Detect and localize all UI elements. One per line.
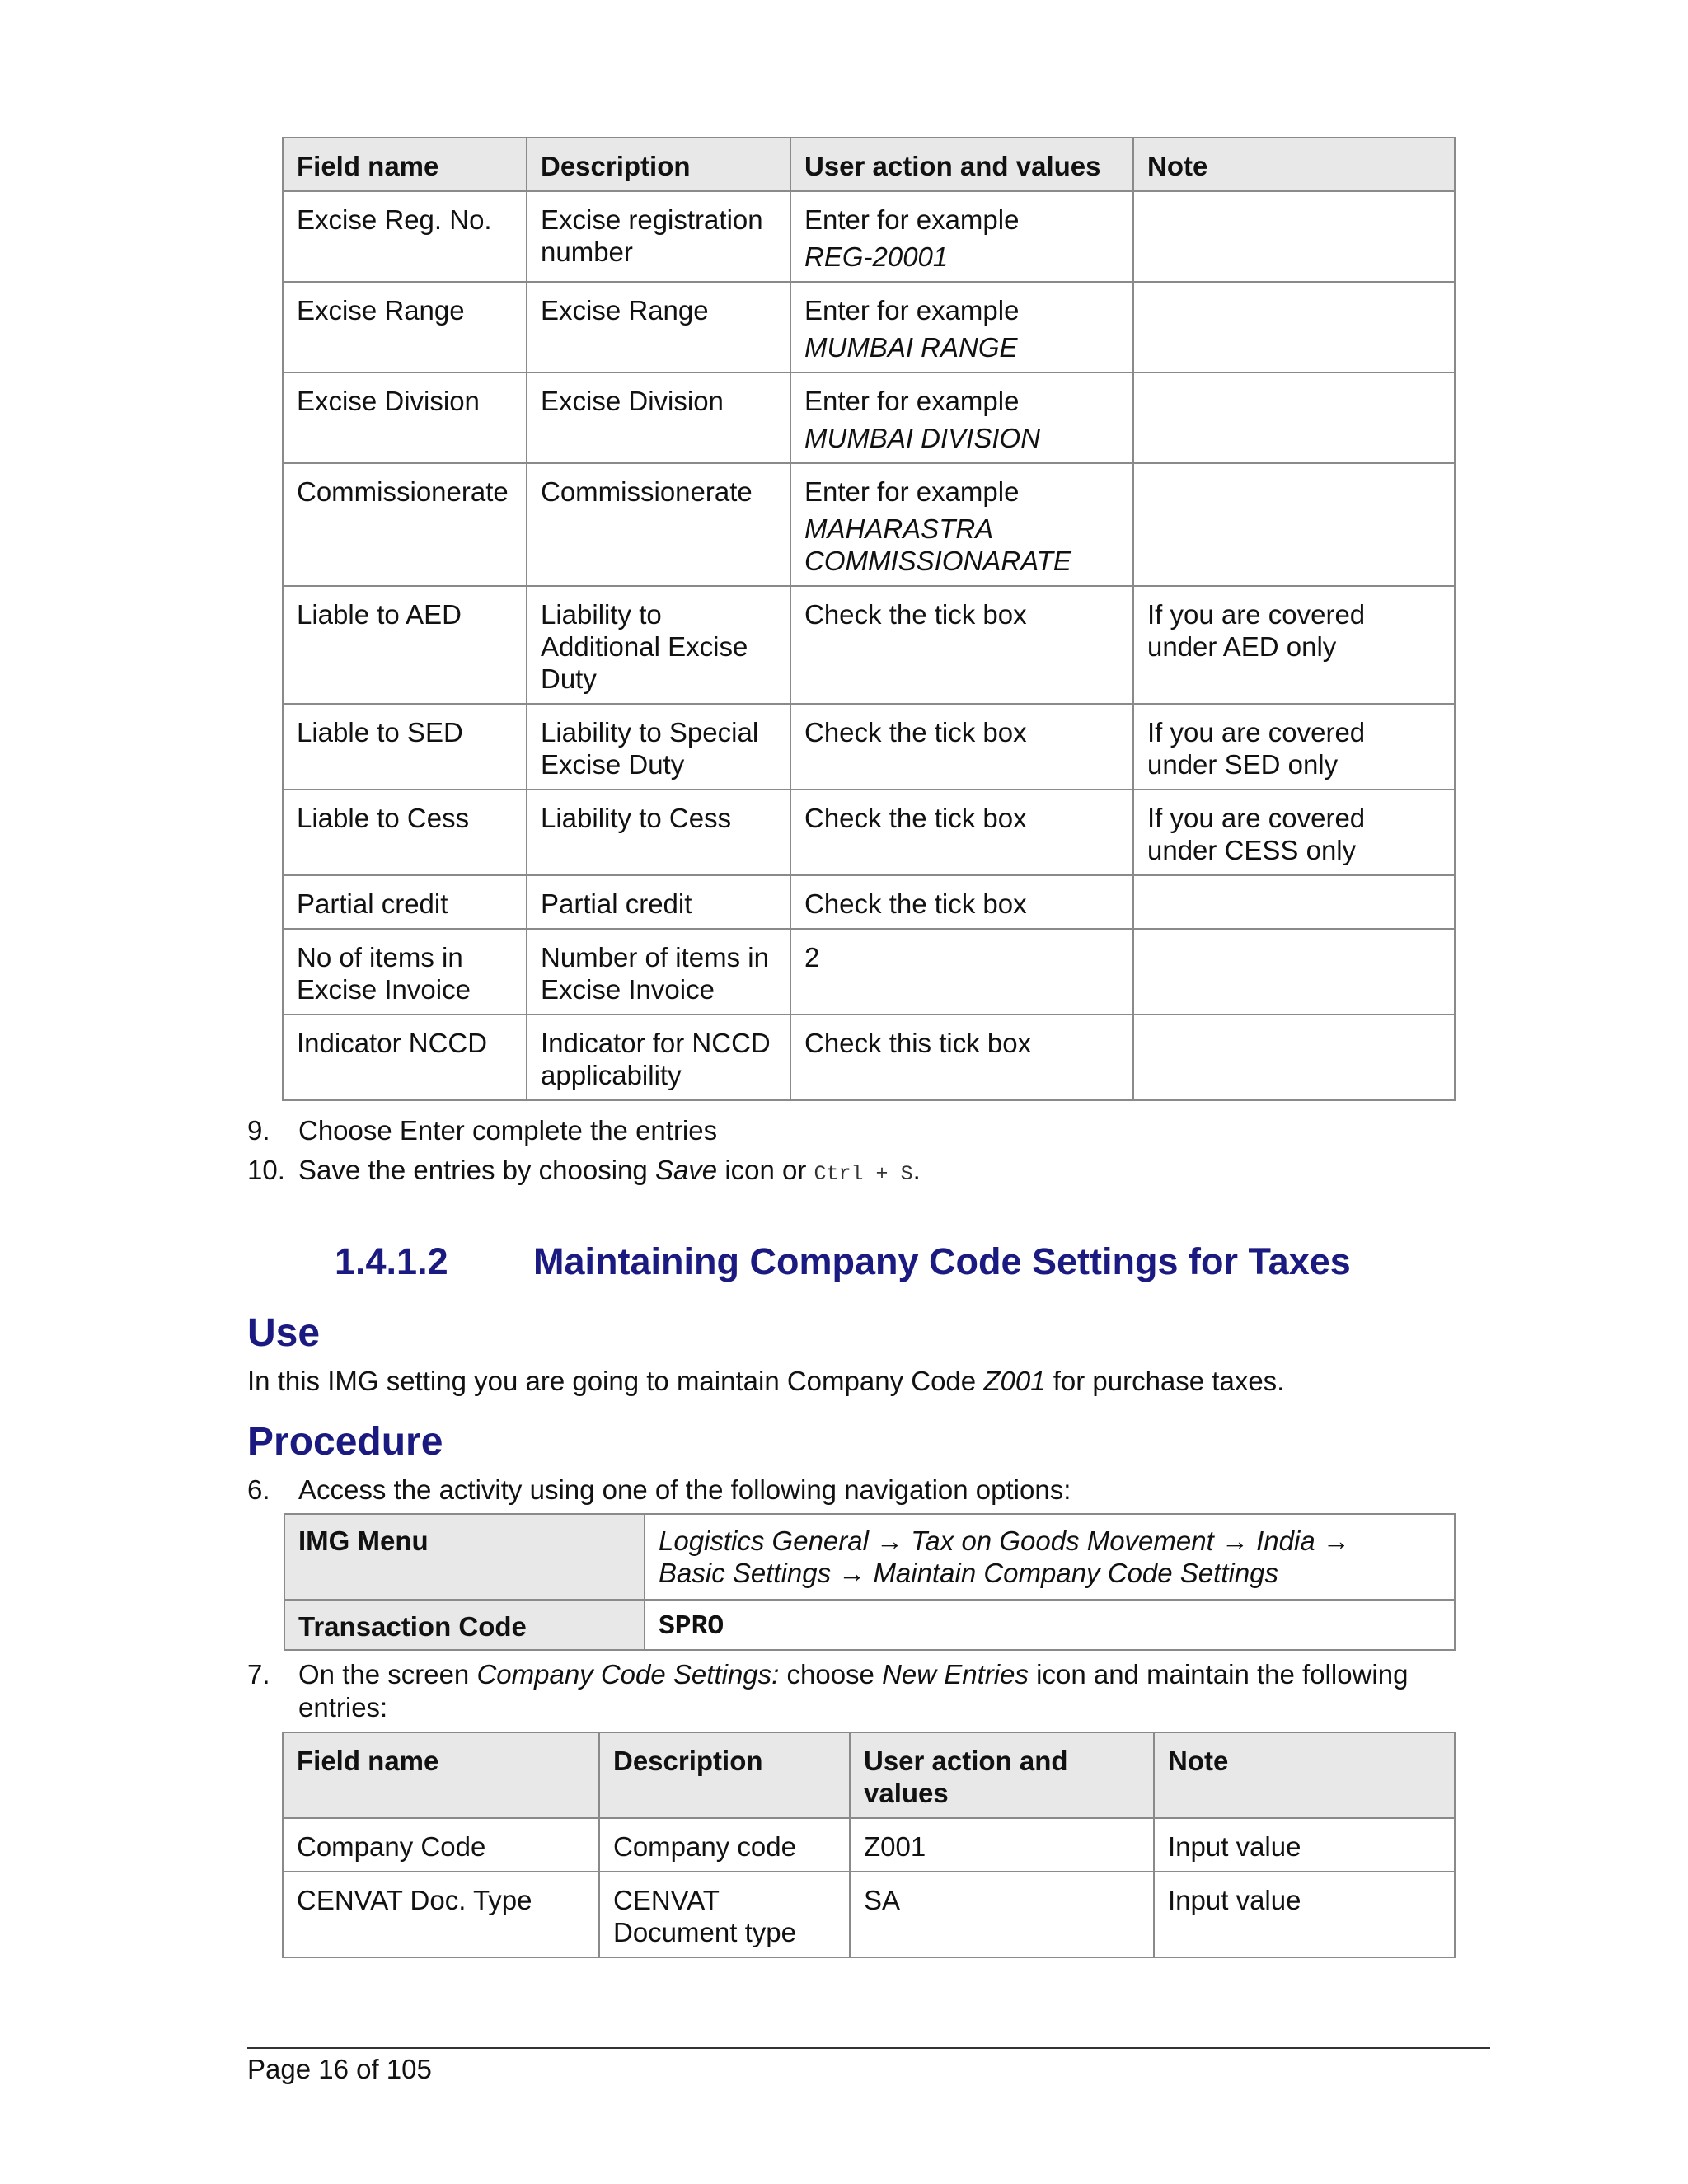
step-text-post: . [912, 1155, 921, 1185]
new-entries-term: New Entries [882, 1659, 1029, 1690]
step-6 [247, 1474, 1071, 1507]
step-7 [247, 1658, 1459, 1724]
cell-description: Liability to Special Excise Duty [527, 704, 790, 790]
example-value: MUMBAI RANGE [804, 332, 1018, 363]
section-number: 1.4.1.2 [335, 1240, 448, 1282]
cell-field: Excise Reg. No. [283, 191, 527, 282]
cell-note: If you are covered under SED only [1133, 704, 1455, 790]
cell-action: Check the tick box [790, 586, 1133, 704]
cell-note [1133, 373, 1455, 463]
col-header-field: Field name [283, 138, 527, 191]
cell-description: Number of items in Excise Invoice [527, 929, 790, 1015]
use-text-pre: In this IMG setting you are going to maintain Company Code [247, 1366, 984, 1396]
img-menu-path [645, 1514, 1455, 1600]
table-row [283, 929, 1455, 1015]
table-row [283, 191, 1455, 282]
use-paragraph [247, 1365, 1284, 1398]
save-term: Save [654, 1155, 718, 1185]
steps-list-a [247, 1114, 921, 1191]
cell-field: Excise Range [283, 282, 527, 373]
col-header-action: User action and values [790, 138, 1133, 191]
cell-action [790, 282, 1133, 373]
cell-note [1133, 191, 1455, 282]
step-text: Choose Enter complete the entries [298, 1115, 718, 1146]
cell-note: If you are covered under AED only [1133, 586, 1455, 704]
action-text: Enter for example [804, 386, 1020, 416]
step-text-mid: icon or [717, 1155, 814, 1185]
col-header-note: Note [1133, 138, 1455, 191]
cell-description: Excise Range [527, 282, 790, 373]
table-row [283, 790, 1455, 875]
cell-field: Partial credit [283, 875, 527, 929]
example-value: MAHARASTRA COMMISSIONARATE [804, 513, 1071, 576]
table-row [283, 704, 1455, 790]
footer-divider [247, 2047, 1490, 2049]
menu-path-line-2: Basic Settings → Maintain Company Code Settings [659, 1558, 1279, 1588]
cell-action: Check this tick box [790, 1015, 1133, 1100]
cell-action: Check the tick box [790, 790, 1133, 875]
use-heading: Use [247, 1311, 321, 1355]
action-text: Enter for example [804, 204, 1020, 235]
step-number: 7. [247, 1659, 270, 1690]
transaction-code-label: Transaction Code [284, 1600, 645, 1650]
cell-field: Commissionerate [283, 463, 527, 586]
cell-field: Liable to Cess [283, 790, 527, 875]
step-6-item [247, 1474, 1071, 1507]
cell-field: Liable to SED [283, 704, 527, 790]
step-text: Access the activity using one of the following navigation options: [298, 1474, 1071, 1505]
company-code-fields-table [282, 1732, 1456, 1958]
section-title: Maintaining Company Code Settings for Taxes [533, 1240, 1351, 1282]
cell-description: CENVAT Document type [599, 1872, 850, 1957]
cell-description: Company code [599, 1818, 850, 1872]
table-header-row [283, 1732, 1455, 1818]
step-10 [247, 1154, 921, 1191]
cell-field: Liable to AED [283, 586, 527, 704]
transaction-code-value: SPRO [645, 1600, 1455, 1650]
company-code-term: Z001 [983, 1366, 1046, 1396]
cell-field: Company Code [283, 1818, 599, 1872]
cell-action: 2 [790, 929, 1133, 1015]
col-header-description: Description [599, 1732, 850, 1818]
step-number: 6. [247, 1474, 270, 1505]
col-header-description: Description [527, 138, 790, 191]
action-text: Enter for example [804, 295, 1020, 326]
table-row [283, 586, 1455, 704]
cell-action [790, 373, 1133, 463]
cell-description: Partial credit [527, 875, 790, 929]
table-row [283, 373, 1455, 463]
cell-field: Indicator NCCD [283, 1015, 527, 1100]
col-header-field: Field name [283, 1732, 599, 1818]
cell-action [790, 191, 1133, 282]
cell-note [1133, 1015, 1455, 1100]
table-row [283, 1818, 1455, 1872]
procedure-heading: Procedure [247, 1420, 443, 1464]
table-row [283, 1015, 1455, 1100]
cell-description: Commissionerate [527, 463, 790, 586]
screen-name: Company Code Settings: [476, 1659, 780, 1690]
step-text-mid: choose [779, 1659, 883, 1690]
cell-note [1133, 282, 1455, 373]
example-value: MUMBAI DIVISION [804, 423, 1041, 453]
menu-path-line-1: Logistics General → Tax on Goods Movement → India → [659, 1526, 1350, 1556]
excise-fields-table [282, 137, 1456, 1101]
cell-field: Excise Division [283, 373, 527, 463]
table-header-row [283, 138, 1455, 191]
table-row [283, 875, 1455, 929]
table-row [283, 282, 1455, 373]
cell-note [1133, 463, 1455, 586]
step-9 [247, 1114, 921, 1147]
cell-note: Input value [1154, 1872, 1455, 1957]
page-number: Page 16 of 105 [247, 2054, 432, 2084]
action-text: Enter for example [804, 476, 1020, 507]
cell-action: Check the tick box [790, 875, 1133, 929]
cell-description: Excise Division [527, 373, 790, 463]
col-header-note: Note [1154, 1732, 1455, 1818]
step-number: 9. [247, 1115, 270, 1146]
cell-field: CENVAT Doc. Type [283, 1872, 599, 1957]
cell-field: No of items in Excise Invoice [283, 929, 527, 1015]
step-number: 10. [247, 1155, 285, 1185]
shortcut-code: Ctrl + S [814, 1162, 913, 1186]
cell-description: Excise registration number [527, 191, 790, 282]
cell-action [790, 463, 1133, 586]
img-menu-label: IMG Menu [284, 1514, 645, 1600]
step-text-post: icon and maintain the following entries: [298, 1659, 1409, 1722]
navigation-options-table [284, 1513, 1456, 1651]
cell-description: Indicator for NCCD applicability [527, 1015, 790, 1100]
col-header-action: User action and values [850, 1732, 1154, 1818]
table-row [283, 1872, 1455, 1957]
example-value: REG-20001 [804, 241, 949, 272]
use-text-post: for purchase taxes. [1045, 1366, 1285, 1396]
step-7-item [247, 1658, 1459, 1724]
table-row [283, 463, 1455, 586]
cell-note [1133, 929, 1455, 1015]
cell-action: Check the tick box [790, 704, 1133, 790]
cell-action: SA [850, 1872, 1154, 1957]
cell-note: If you are covered under CESS only [1133, 790, 1455, 875]
step-text-pre: On the screen [298, 1659, 477, 1690]
table-row [284, 1514, 1455, 1600]
step-text-pre: Save the entries by choosing [298, 1155, 655, 1185]
cell-note: Input value [1154, 1818, 1455, 1872]
cell-description: Liability to Additional Excise Duty [527, 586, 790, 704]
cell-action: Z001 [850, 1818, 1154, 1872]
cell-description: Liability to Cess [527, 790, 790, 875]
cell-note [1133, 875, 1455, 929]
table-row [284, 1600, 1455, 1650]
